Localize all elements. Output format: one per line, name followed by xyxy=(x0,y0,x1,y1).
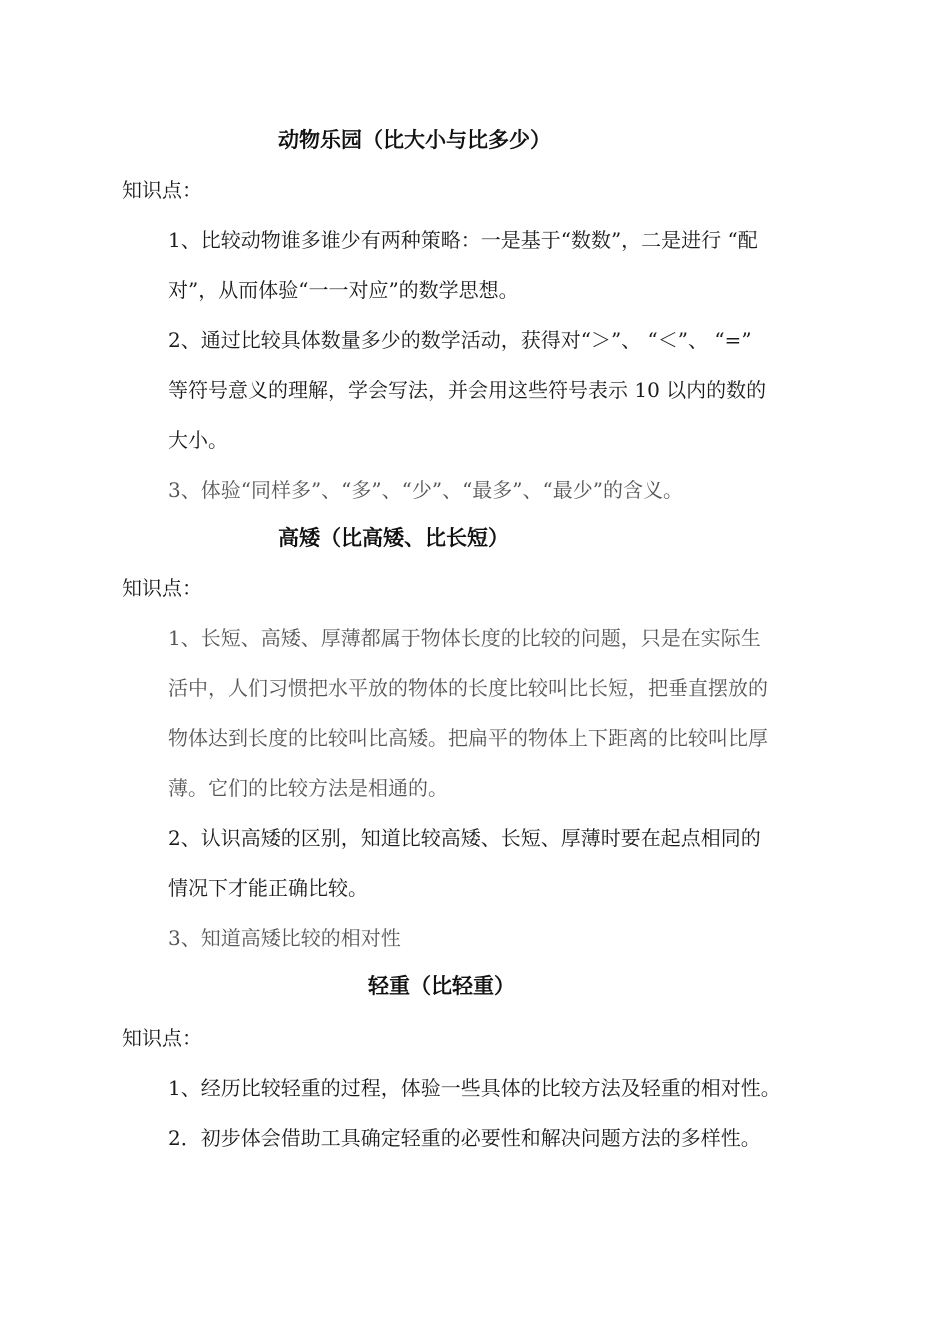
paragraph-line: 对”，从而体验“一一对应”的数学思想。 xyxy=(168,278,519,302)
paragraph-line: 1、经历比较轻重的过程，体验一些具体的比较方法及轻重的相对性。 xyxy=(168,1076,781,1100)
section-label: 知识点： xyxy=(122,178,202,202)
paragraph-line: 3、知道高矮比较的相对性 xyxy=(168,926,401,950)
section-title: 轻重（比轻重） xyxy=(368,973,515,998)
paragraph-line: 2．初步体会借助工具确定轻重的必要性和解决问题方法的多样性。 xyxy=(168,1126,761,1150)
section-label: 知识点： xyxy=(122,576,202,600)
paragraph-line: 大小。 xyxy=(168,428,228,452)
section-title: 高矮（比高矮、比长短） xyxy=(278,525,509,550)
section-title: 动物乐园（比大小与比多少） xyxy=(278,127,551,152)
paragraph-line: 活中，人们习惯把水平放的物体的长度比较叫比长短，把垂直摆放的 xyxy=(168,676,768,700)
paragraph-line: 情况下才能正确比较。 xyxy=(168,876,368,900)
paragraph-line: 3、体验“同样多”、“多”、“少”、“最多”、“最少”的含义。 xyxy=(168,478,683,502)
paragraph-line: 2、通过比较具体数量多少的数学活动，获得对“＞”、 “＜”、 “=” xyxy=(168,328,752,352)
paragraph-line: 2、认识高矮的区别，知道比较高矮、长短、厚薄时要在起点相同的 xyxy=(168,826,761,850)
paragraph-line: 物体达到长度的比较叫比高矮。把扁平的物体上下距离的比较叫比厚 xyxy=(168,726,768,750)
paragraph-line: 等符号意义的理解，学会写法，并会用这些符号表示 10 以内的数的 xyxy=(168,378,767,402)
paragraph-line: 薄。它们的比较方法是相通的。 xyxy=(168,776,448,800)
section-label: 知识点： xyxy=(122,1026,202,1050)
paragraph-line: 1、比较动物谁多谁少有两种策略：一是基于“数数”，二是进行 “配 xyxy=(168,228,758,252)
paragraph-line: 1、长短、高矮、厚薄都属于物体长度的比较的问题，只是在实际生 xyxy=(168,626,761,650)
